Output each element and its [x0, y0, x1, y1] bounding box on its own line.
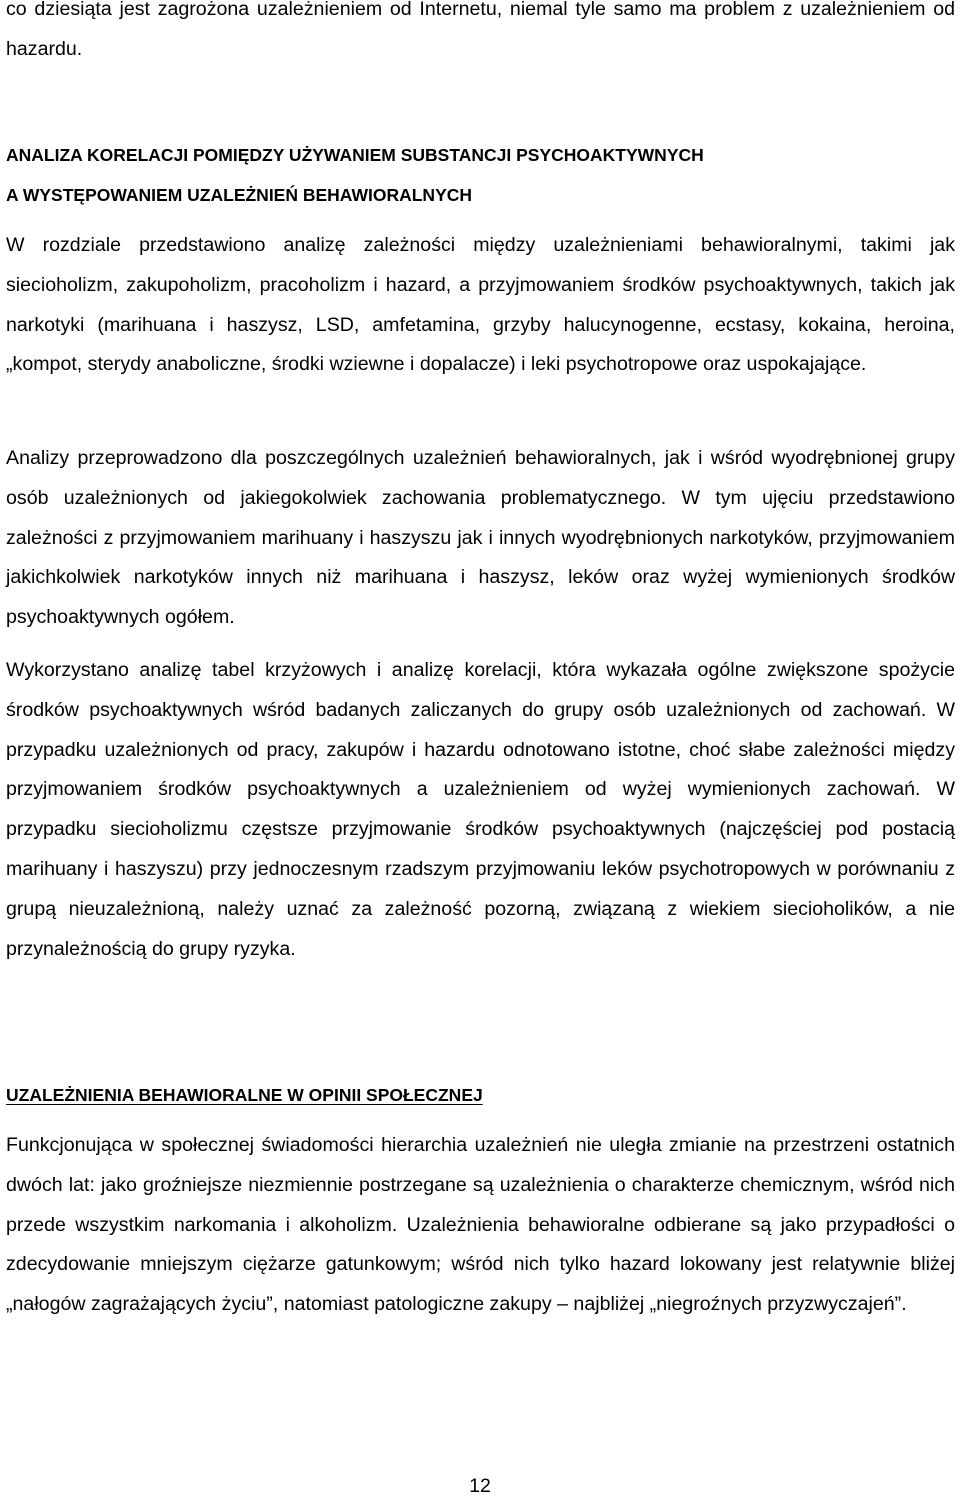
page-number: 12: [469, 1475, 491, 1497]
section2-heading-text: UZALEŻNIENIA BEHAWIORALNE W OPINII SPOŁECZNEJ: [6, 1085, 483, 1105]
intro-paragraph: co dziesiąta jest zagrożona uzależnieniem od Internetu, niemal tyle samo ma problem z uzależnieniem od hazardu.: [6, 0, 955, 60]
section2-paragraph-1: Funkcjonująca w społecznej świadomości hierarchia uzależnień nie uległa zmianie na przestrzeni ostatnich dwóch lat: jako groźniejsze niezmiennie postrzegane są uzależnienia o charakterze chemicznym, wśród nich przede wszystkim narkomania i alkoholizm. Uzależnienia behawioralne odbierane są jako przypadłości o zdecydowanie mniejszym ciężarze gatunkowym; wśród nich tylko hazard lokowany jest relatywnie bliżej „nałogów zagrażających życiu”, natomiast patologiczne zakupy – najbliżej „niegroźnych przyzwyczajeń”.: [6, 1134, 955, 1316]
section2-heading: [6, 1085, 483, 1105]
section1-heading-line2: A WYSTĘPOWANIEM UZALEŻNIEŃ BEHAWIORALNYCH: [6, 185, 473, 205]
section1-paragraph-3: Wykorzystano analizę tabel krzyżowych i analizę korelacji, która wykazała ogólne zwiększone spożycie środków psychoaktywnych wśród badanych zaliczanych do grupy osób uzależnionych od zachowań. W przypadku uzależnionych od pracy, zakupów i hazardu odnotowano istotne, choć słabe zależności między przyjmowaniem środków psychoaktywnych a uzależnieniem od wyżej wymienionych zachowań. W przypadku siecioholizmu częstsze przyjmowanie środków psychoaktywnych (najczęściej pod postacią marihuany i haszyszu) przy jednoczesnym rzadszym przyjmowaniu leków psychotropowych w porównaniu z grupą nieuzależnioną, należy uznać za zależność pozorną, związaną z wiekiem siecioholików, a nie przynależnością do grupy ryzyka.: [6, 659, 955, 960]
section1-paragraph-2: Analizy przeprowadzono dla poszczególnych uzależnień behawioralnych, jak i wśród wyodrębnionej grupy osób uzależnionych od jakiegokolwiek zachowania problematycznego. W tym ujęciu przedstawiono zależności z przyjmowaniem marihuany i haszyszu jak i innych wyodrębnionych narkotyków, przyjmowaniem jakichkolwiek narkotyków innych niż marihuana i haszysz, leków oraz wyżej wymienionych środków psychoaktywnych ogółem.: [6, 447, 955, 629]
section1-heading: [6, 145, 704, 205]
section1-heading-line1: ANALIZA KORELACJI POMIĘDZY UŻYWANIEM SUBSTANCJI PSYCHOAKTYWNYCH: [6, 145, 704, 165]
section1-paragraph-1: W rozdziale przedstawiono analizę zależności między uzależnieniami behawioralnymi, takimi jak siecioholizm, zakupoholizm, pracoholizm i hazard, a przyjmowaniem środków psychoaktywnych, takich jak narkotyki (marihuana i haszysz, LSD, amfetamina, grzyby halucynogenne, ecstasy, kokaina, heroina, „kompot, sterydy anaboliczne, środki wziewne i dopalacze) i leki psychotropowe oraz uspokajające.: [6, 234, 955, 376]
